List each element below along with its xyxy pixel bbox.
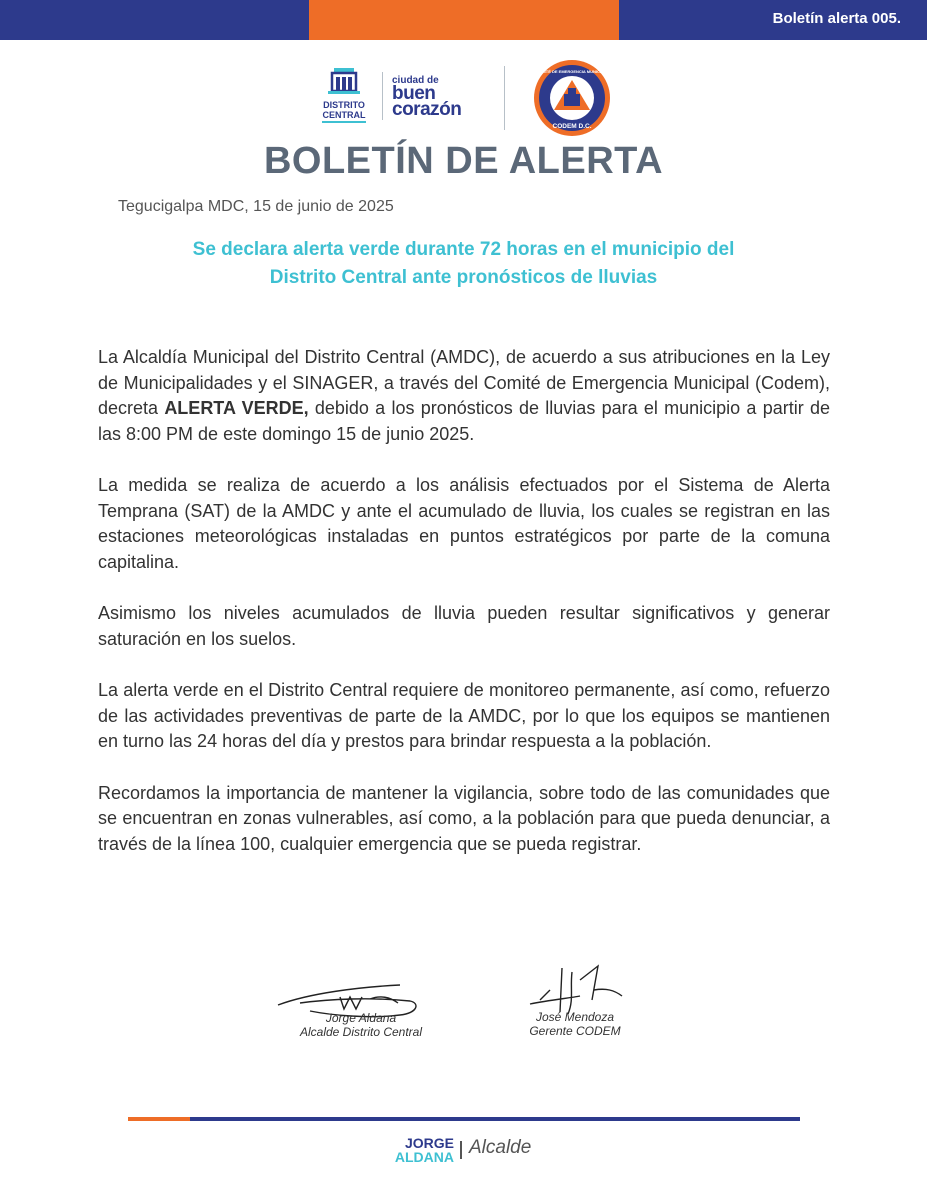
signature-mayor	[270, 975, 450, 1045]
svg-text:CENTRAL: CENTRAL	[322, 110, 366, 120]
logo-divider	[382, 72, 383, 120]
svg-text:DISTRITO: DISTRITO	[323, 100, 365, 110]
svg-text:COMITÉ DE EMERGENCIA MUNICIPAL: COMITÉ DE EMERGENCIA MUNICIPAL	[535, 69, 609, 74]
city-hall-icon	[312, 64, 376, 126]
headline-line: Se declara alerta verde durante 72 horas en el municipio del	[192, 239, 735, 260]
signatory-role: Gerente CODEM	[529, 1024, 621, 1038]
paragraph: La alerta verde en el Distrito Central requiere de monitoreo permanente, así como, refuerzo de las actividades preventivas de parte de la AMDC, por lo que los equipos se mantienen en turno las 24 horas del día y prestos para brindar respuesta a la población.	[98, 680, 830, 751]
codem-emblem-icon	[532, 58, 612, 138]
svg-text:CODEM D.C.: CODEM D.C.	[552, 123, 592, 130]
signature-codem-manager	[510, 960, 650, 1040]
codem-logo	[532, 58, 612, 138]
bulletin-number: Boletín alerta 005.	[772, 10, 901, 27]
page-title: BOLETÍN DE ALERTA	[263, 140, 664, 182]
alert-level: ALERTA VERDE,	[164, 398, 309, 418]
footer-divider	[460, 1141, 462, 1159]
footer-rule-orange	[128, 1117, 190, 1121]
headline	[120, 236, 807, 292]
signatory-name: Jorge Aldana	[325, 1011, 397, 1025]
document-date: Tegucigalpa MDC, 15 de junio de 2025	[118, 198, 394, 215]
distrito-central-logo	[312, 64, 376, 126]
paragraph: Asimismo los niveles acumulados de lluvia pueden resultar significativos y generar saturación en los suelos.	[98, 603, 830, 649]
paragraph: La medida se realiza de acuerdo a los análisis efectuados por el Sistema de Alerta Temprana (SAT) de la AMDC y ante el acumulado de lluvia, los cuales se registran en las estaciones meteorológicas instaladas en puntos estratégicos por parte de la comuna capitalina.	[98, 475, 830, 572]
logo-divider	[504, 66, 505, 130]
footer-role: Alcalde	[469, 1137, 532, 1158]
footer-rule-navy	[190, 1117, 800, 1121]
top-bar	[0, 0, 927, 40]
headline-line: Distrito Central ante pronósticos de lluvias	[269, 267, 658, 288]
paragraph: La Alcaldía Municipal del Distrito Central (AMDC), de acuerdo a sus atribuciones en la Ley de Municipalidades y el SINAGER, a través del Comité de Emergencia Municipal (Codem), decreta ALERTA VERDE, debido a los pronósticos de lluvias para el municipio a partir de las 8:00 PM de este domingo 15 de junio 2025.	[98, 347, 830, 444]
top-bar-navy-left	[0, 0, 309, 40]
buen-corazon-logo: ciudad de buen corazón	[392, 75, 462, 120]
logo-row	[300, 58, 630, 140]
footer-mayor-name: JORGE ALDANA	[394, 1135, 454, 1165]
signatory-name: José Mendoza	[535, 1010, 615, 1024]
signatory-role: Alcalde Distrito Central	[299, 1025, 423, 1039]
top-bar-orange	[309, 0, 619, 40]
paragraph: Recordamos la importancia de mantener la vigilancia, sobre todo de las comunidades que se encuentran en zonas vulnerables, así como, a la población para que pueda denunciar, a través de la línea 100, cualquier emergencia que se pueda registrar.	[98, 782, 830, 854]
bulletin-body	[98, 345, 830, 883]
